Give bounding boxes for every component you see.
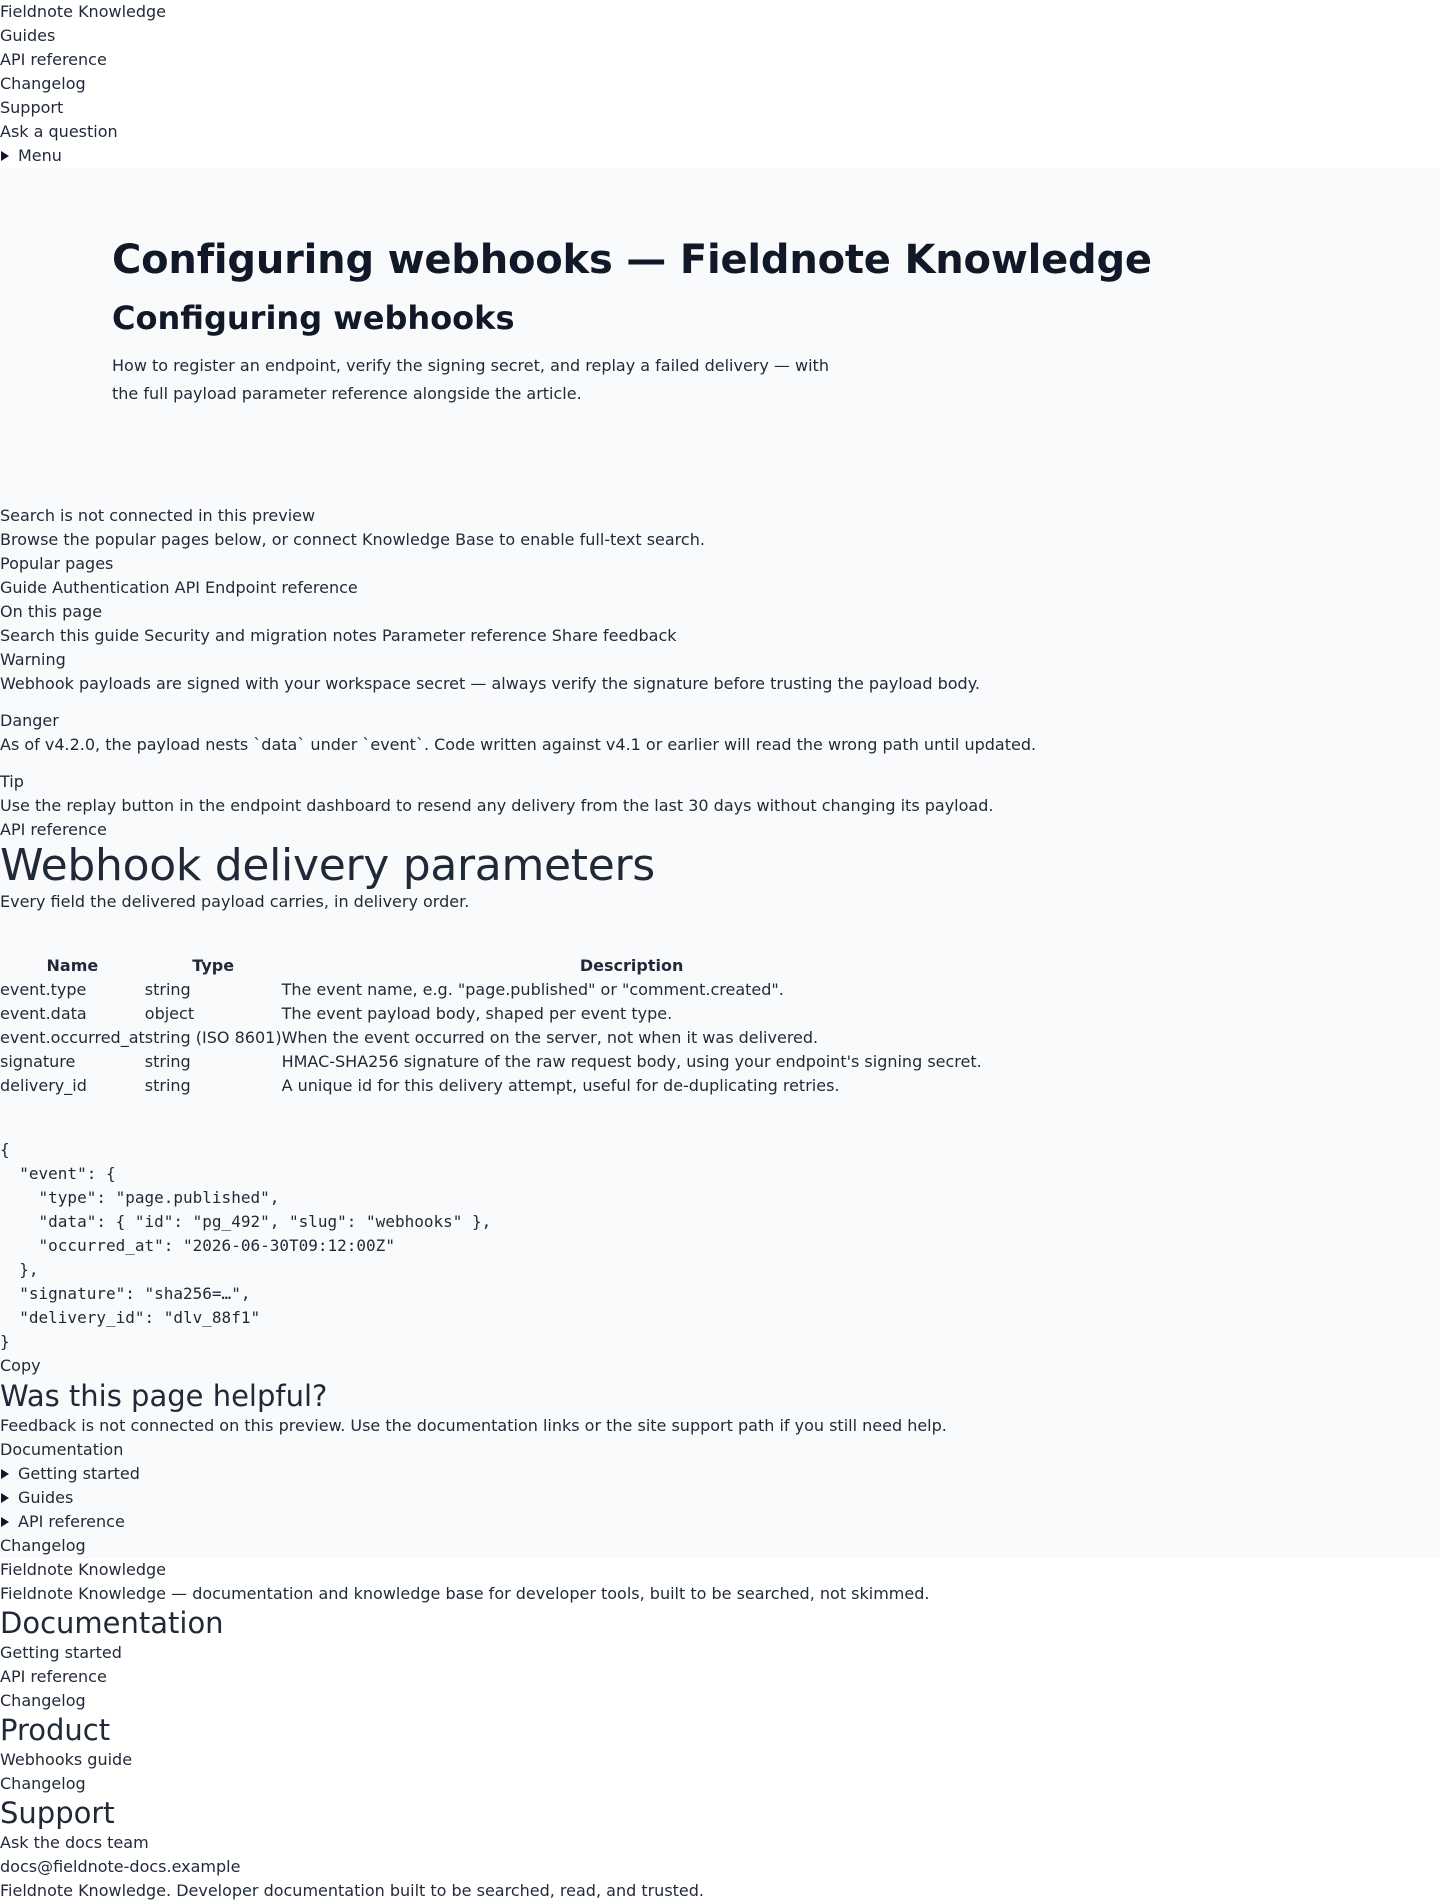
disclosure-triangle-icon	[1, 1517, 9, 1527]
callout-warning	[0, 648, 1440, 696]
footer-section-title: Documentation	[0, 1606, 224, 1640]
footer-section-product	[0, 1713, 1440, 1796]
footer-link-changelog[interactable]: Changelog	[0, 1691, 86, 1710]
param-name: event.type	[0, 980, 87, 999]
search-notice	[0, 504, 1440, 600]
callout-danger	[0, 709, 1440, 757]
feedback-title: Was this page helpful?	[0, 1379, 328, 1413]
param-name: event.data	[0, 1004, 87, 1023]
feedback-body: Feedback is not connected on this preview. Use the documentation links or the site support path if you still need help.	[0, 1416, 947, 1435]
footer-tagline: Fieldnote Knowledge — documentation and knowledge base for developer tools, built to be searched, not skimmed.	[0, 1584, 930, 1603]
site-footer	[0, 1558, 1440, 1903]
popular-link-api[interactable]: API	[174, 578, 200, 597]
column-header-type: Type	[192, 956, 235, 975]
site-header	[0, 0, 1440, 168]
doc-group-label: Guides	[18, 1488, 74, 1507]
payload-code-sample: { "event": { "type": "page.published", "data": { "id": "pg_492", "slug": "webhooks" }, "occurred_at": "2026-06-30T09:12:00Z" }, "signature": "sha256=…", "delivery_id": "dlv_88f1" }	[0, 1140, 492, 1351]
param-type: string	[144, 980, 191, 999]
nav-guides[interactable]: Guides	[0, 26, 56, 45]
menu-toggle[interactable]	[0, 144, 1440, 168]
doc-group-api-reference[interactable]	[0, 1510, 1440, 1534]
feedback-section	[0, 1378, 1440, 1438]
doc-nav-changelog[interactable]: Changelog	[0, 1536, 86, 1555]
column-header-name: Name	[46, 956, 99, 975]
popular-pages-list	[0, 576, 1440, 600]
table-row	[0, 1050, 982, 1074]
callout-kind: Tip	[0, 772, 24, 791]
footer-legal: Fieldnote Knowledge. Developer documentation built to be searched, read, and trusted.	[0, 1881, 705, 1900]
search-notice-body: Browse the popular pages below, or connect Knowledge Base to enable full-text search.	[0, 530, 705, 549]
param-name: event.occurred_at	[0, 1028, 145, 1047]
disclosure-triangle-icon	[1, 1469, 9, 1479]
parameters-table	[0, 954, 982, 1098]
copy-code-button[interactable]: Copy	[0, 1356, 41, 1375]
footer-link-getting-started[interactable]: Getting started	[0, 1643, 122, 1662]
param-description: The event name, e.g. "page.published" or "comment.created".	[281, 980, 784, 999]
param-type: string (ISO 8601)	[144, 1028, 282, 1047]
table-row	[0, 1026, 982, 1050]
doc-group-getting-started[interactable]	[0, 1462, 1440, 1486]
article-summary: How to register an endpoint, verify the signing secret, and replay a failed delivery — with the full payload parameter reference alongside the article.	[112, 356, 829, 403]
footer-section-title: Support	[0, 1796, 115, 1830]
column-header-description: Description	[579, 956, 684, 975]
footer-link-changelog[interactable]: Changelog	[0, 1774, 86, 1793]
doc-group-label: API reference	[18, 1512, 125, 1531]
parameter-reference	[0, 818, 1440, 1378]
param-description: A unique id for this delivery attempt, useful for de-duplicating retries.	[281, 1076, 840, 1095]
table-header-row	[0, 954, 982, 978]
footer-link-support-email[interactable]: docs@fieldnote-docs.example	[0, 1857, 241, 1876]
reference-intro: Every field the delivered payload carries, in delivery order.	[0, 892, 470, 911]
param-description: HMAC-SHA256 signature of the raw request body, using your endpoint's signing secret.	[281, 1052, 982, 1071]
ask-question-button[interactable]: Ask a question	[0, 122, 118, 141]
popular-link-endpoint-reference[interactable]: Endpoint reference	[205, 578, 358, 597]
footer-section-support	[0, 1796, 1440, 1879]
article-heading: Configuring webhooks	[112, 299, 515, 337]
documentation-nav	[0, 1438, 1440, 1558]
popular-link-authentication[interactable]: Authentication	[52, 578, 170, 597]
reference-title: Webhook delivery parameters	[0, 840, 655, 891]
footer-link-api-reference[interactable]: API reference	[0, 1667, 107, 1686]
param-type: object	[144, 1004, 195, 1023]
toc-link-security-notes[interactable]: Security and migration notes	[144, 626, 377, 645]
param-description: When the event occurred on the server, not when it was delivered.	[281, 1028, 819, 1047]
brand-link[interactable]: Fieldnote Knowledge	[0, 2, 167, 21]
reference-eyebrow: API reference	[0, 820, 107, 839]
menu-label: Menu	[18, 146, 62, 165]
page-title: Configuring webhooks — Fieldnote Knowledge	[112, 237, 1152, 283]
table-row	[0, 1002, 982, 1026]
primary-nav	[0, 24, 1440, 120]
footer-section-documentation	[0, 1606, 1440, 1713]
toc-list	[0, 624, 1440, 648]
callout-text: Webhook payloads are signed with your workspace secret — always verify the signature before trusting the payload body.	[0, 674, 980, 693]
param-type: string	[144, 1076, 191, 1095]
disclosure-triangle-icon	[1, 1493, 9, 1503]
param-name: delivery_id	[0, 1076, 87, 1095]
documentation-nav-label: Documentation	[0, 1440, 124, 1459]
nav-api-reference[interactable]: API reference	[0, 50, 107, 69]
footer-section-title: Product	[0, 1713, 111, 1747]
footer-link-ask-docs-team[interactable]: Ask the docs team	[0, 1833, 149, 1852]
disclosure-triangle-icon	[1, 151, 9, 161]
param-description: The event payload body, shaped per event type.	[281, 1004, 673, 1023]
toc-link-search[interactable]: Search this guide	[0, 626, 140, 645]
callout-text: As of v4.2.0, the payload nests `data` under `event`. Code written against v4.1 or earlier will read the wrong path until updated.	[0, 735, 1037, 754]
on-this-page	[0, 600, 1440, 648]
table-row	[0, 1074, 982, 1098]
callout-kind: Warning	[0, 650, 66, 669]
search-notice-title: Search is not connected in this preview	[0, 506, 316, 525]
toc-label: On this page	[0, 602, 103, 621]
toc-link-parameter-reference[interactable]: Parameter reference	[381, 626, 547, 645]
popular-pages-label: Popular pages	[0, 554, 114, 573]
main-content	[0, 168, 1440, 1558]
doc-group-guides[interactable]	[0, 1486, 1440, 1510]
toc-link-share-feedback[interactable]: Share feedback	[551, 626, 677, 645]
callout-tip	[0, 770, 1440, 818]
callout-kind: Danger	[0, 711, 59, 730]
footer-brand[interactable]: Fieldnote Knowledge	[0, 1560, 167, 1579]
table-row	[0, 978, 982, 1002]
hero	[0, 168, 1440, 504]
param-type: string	[144, 1052, 191, 1071]
nav-support[interactable]: Support	[0, 98, 64, 117]
param-name: signature	[0, 1052, 76, 1071]
doc-group-label: Getting started	[18, 1464, 140, 1483]
popular-link-guide[interactable]: Guide	[0, 578, 47, 597]
callout-text: Use the replay button in the endpoint dashboard to resend any delivery from the last 30 days without changing its payload.	[0, 796, 994, 815]
nav-changelog[interactable]: Changelog	[0, 74, 86, 93]
footer-link-webhooks-guide[interactable]: Webhooks guide	[0, 1750, 133, 1769]
